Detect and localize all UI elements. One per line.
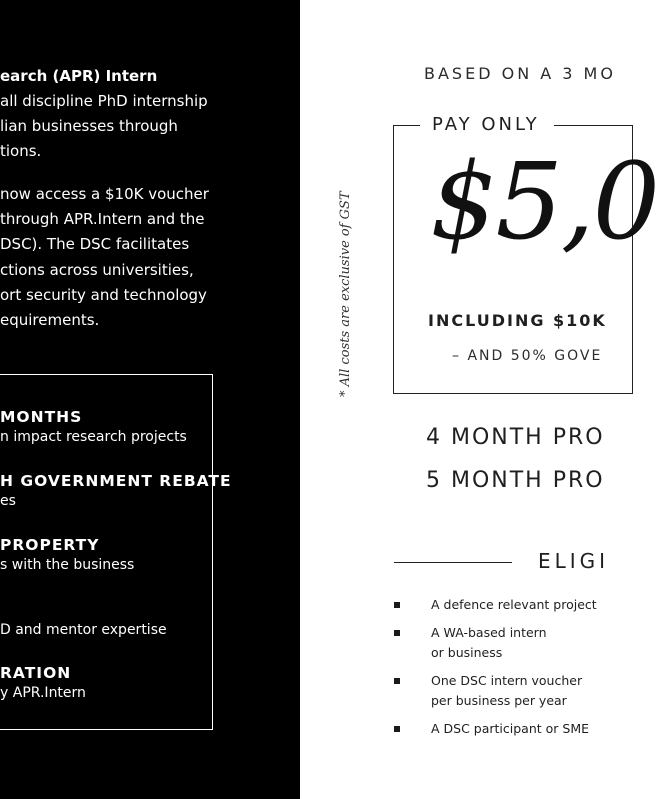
benefit-desc: n impact research projects [0, 429, 187, 445]
voucher-line: ctions across universities, [0, 260, 194, 279]
benefit-months [0, 407, 187, 447]
voucher-paragraph [0, 182, 300, 333]
benefit-desc: y APR.Intern [0, 685, 86, 701]
benefit-desc: D and mentor expertise [0, 622, 167, 638]
eligibility-text: A DSC participant or SME [431, 721, 590, 736]
benefit-title: H GOVERNMENT REBATE [0, 472, 232, 490]
bullet-icon [394, 678, 400, 684]
intro-line: lian businesses through [0, 117, 178, 135]
left-panel [0, 0, 300, 799]
eligibility-text: per business per year [431, 693, 567, 708]
benefit-mentor [0, 620, 167, 640]
including-label: INCLUDING $10K [428, 311, 607, 330]
bullet-icon [394, 602, 400, 608]
voucher-line: ort security and technology [0, 285, 207, 304]
price-amount: $5,0 [430, 140, 658, 263]
voucher-line: through APR.Intern and the [0, 210, 205, 229]
bullet-icon [394, 630, 400, 636]
benefit-title: MONTHS [0, 408, 83, 426]
gov-rebate-label: – AND 50% GOVE [452, 348, 603, 364]
intro-line: tions. [0, 142, 42, 160]
eligibility-text: One DSC intern voucher [431, 673, 583, 688]
pay-only-label: PAY ONLY [420, 114, 554, 135]
intro-line: all discipline PhD internship [0, 92, 208, 110]
intro-paragraph [0, 64, 300, 164]
eligibility-text: or business [431, 645, 503, 660]
benefit-desc: s with the business [0, 557, 135, 573]
voucher-line: equirements. [0, 311, 100, 330]
eligibility-title: ELIGI [538, 549, 610, 573]
voucher-line: now access a $10K voucher [0, 185, 209, 203]
benefit-title: PROPERTY [0, 536, 100, 554]
voucher-line: DSC). The DSC facilitates [0, 235, 190, 254]
benefit-property [0, 535, 134, 575]
benefit-duration [0, 663, 86, 703]
right-panel [300, 0, 658, 799]
benefit-title: RATION [0, 664, 72, 682]
eligibility-text: A defence relevant project [431, 597, 597, 612]
eligibility-divider [394, 562, 512, 563]
benefit-desc: es [0, 493, 16, 509]
bullet-icon [394, 726, 400, 732]
benefit-rebate [0, 471, 232, 511]
program-5-month: 5 MONTH PRO [426, 468, 605, 493]
program-4-month: 4 MONTH PRO [426, 425, 605, 450]
eligibility-text: A WA-based intern [431, 625, 547, 640]
gst-note: * All costs are exclusive of GST [338, 191, 353, 397]
based-on-heading: BASED ON A 3 MO [424, 64, 616, 83]
intro-heading: earch (APR) Intern [0, 67, 158, 85]
